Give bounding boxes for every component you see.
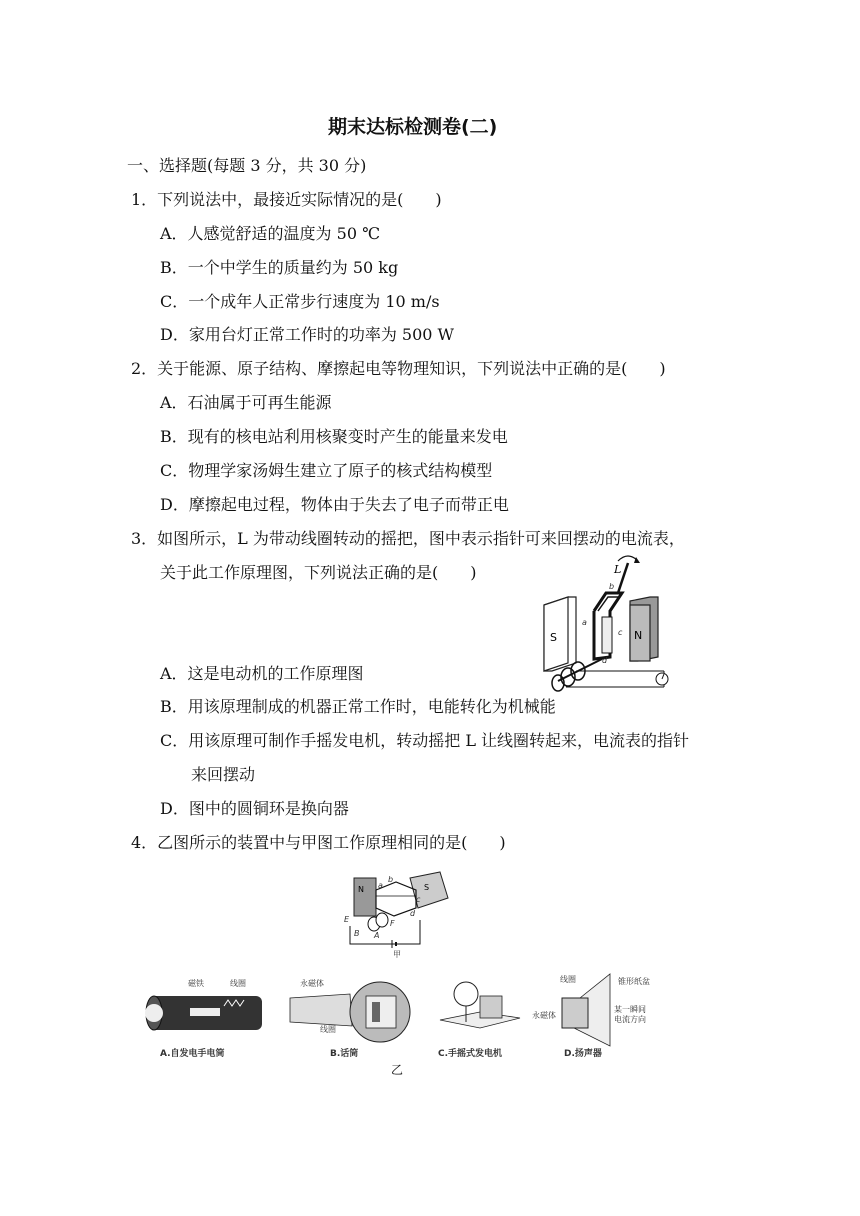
flashlight-label-coil: 线圈	[230, 979, 246, 988]
flashlight-figure	[145, 978, 262, 1059]
question-3-option-a: A．这是电动机的工作原理图	[160, 664, 364, 683]
section-heading: 一、选择题(每题 3 分，共 30 分)	[127, 156, 367, 175]
figure-jia-generator	[340, 868, 460, 960]
flashlight-label-magnet: 磁铁	[188, 979, 204, 988]
coil-label-d: d	[602, 656, 608, 665]
coil-label-b: b	[609, 582, 615, 591]
question-1-option-a: A．人感觉舒适的温度为 50 ℃	[160, 224, 380, 243]
s-pole-label: S	[550, 631, 557, 644]
speaker-label-cone: 锥形纸盆	[618, 977, 650, 986]
jia-label-c: c	[416, 895, 421, 904]
question-3-option-d: D．图中的圆铜环是换向器	[160, 799, 349, 818]
jia-s-label: S	[424, 883, 430, 892]
jia-n-label: N	[358, 885, 364, 894]
speaker-label-coil: 线圈	[560, 975, 576, 984]
jia-label-a: a	[378, 881, 383, 890]
microphone-label-magnet: 永磁体	[300, 979, 324, 988]
n-pole-label: N	[634, 629, 643, 642]
question-3-option-c: C．用该原理可制作手摇发电机，转动摇把 L 让线圈转起来，电流表的指针	[160, 731, 690, 750]
question-2-option-a: A．石油属于可再生能源	[160, 393, 332, 412]
jia-label-b: b	[388, 875, 394, 884]
question-1-option-c: C．一个成年人正常步行速度为 10 m/s	[160, 292, 440, 311]
microphone-figure	[290, 978, 410, 1059]
ammeter-icon	[656, 673, 668, 685]
speaker-figure	[532, 974, 650, 1059]
figure-jia-caption: 甲	[393, 950, 401, 959]
coil-label-c: c	[618, 628, 623, 637]
generator-principle-figure	[538, 553, 698, 693]
caption-c-generator: C.手摇式发电机	[438, 1049, 503, 1059]
speaker-label-instant: 某一瞬间	[614, 1005, 646, 1014]
coil	[582, 582, 623, 665]
question-4-stem: 4．乙图所示的装置中与甲图工作原理相同的是( )	[131, 833, 506, 852]
crank-handle-l	[613, 556, 640, 593]
n-pole-magnet	[630, 597, 658, 661]
figure-yi-caption: 乙	[391, 1063, 404, 1077]
question-2-option-d: D．摩擦起电过程，物体由于失去了电子而带正电	[160, 495, 509, 514]
jia-label-e: E	[344, 915, 350, 924]
caption-b-microphone: B.话筒	[330, 1049, 359, 1059]
question-3-stem-line1: 3．如图所示，L 为带动线圈转动的摇把，图中表示指针可来回摆动的电流表，	[131, 529, 685, 548]
s-pole-magnet	[544, 597, 576, 671]
speaker-label-current-direction: 电流方向	[614, 1015, 646, 1024]
jia-label-a-upper: A	[374, 931, 380, 940]
jia-label-f: F	[390, 919, 395, 928]
figure-yi-devices	[140, 966, 740, 1076]
crank-label-l: L	[614, 563, 622, 576]
caption-d-speaker: D.扬声器	[564, 1049, 602, 1059]
jia-label-b-upper: B	[354, 929, 360, 938]
hand-crank-generator-figure	[438, 982, 520, 1059]
question-2-option-c: C．物理学家汤姆生建立了原子的核式结构模型	[160, 461, 493, 480]
question-1-option-d: D．家用台灯正常工作时的功率为 500 W	[160, 325, 454, 344]
question-3-option-b: B．用该原理制成的机器正常工作时，电能转化为机械能	[160, 697, 556, 716]
coil-label-a: a	[582, 618, 587, 627]
jia-label-d: d	[410, 909, 416, 918]
caption-a-flashlight: A.自发电手电筒	[160, 1049, 225, 1059]
question-3-stem-line2: 关于此工作原理图，下列说法正确的是( )	[160, 563, 477, 582]
question-2-stem: 2．关于能源、原子结构、摩擦起电等物理知识，下列说法中正确的是( )	[131, 359, 666, 378]
question-3-option-c-continued: 来回摆动	[191, 765, 256, 784]
question-2-option-b: B．现有的核电站利用核聚变时产生的能量来发电	[160, 427, 508, 446]
question-1-option-b: B．一个中学生的质量约为 50 kg	[160, 258, 399, 277]
page-title: 期末达标检测卷(二)	[328, 116, 498, 138]
question-1-stem: 1．下列说法中，最接近实际情况的是( )	[131, 190, 442, 209]
speaker-label-magnet: 永磁体	[532, 1011, 556, 1020]
microphone-label-coil: 线圈	[320, 1025, 336, 1034]
